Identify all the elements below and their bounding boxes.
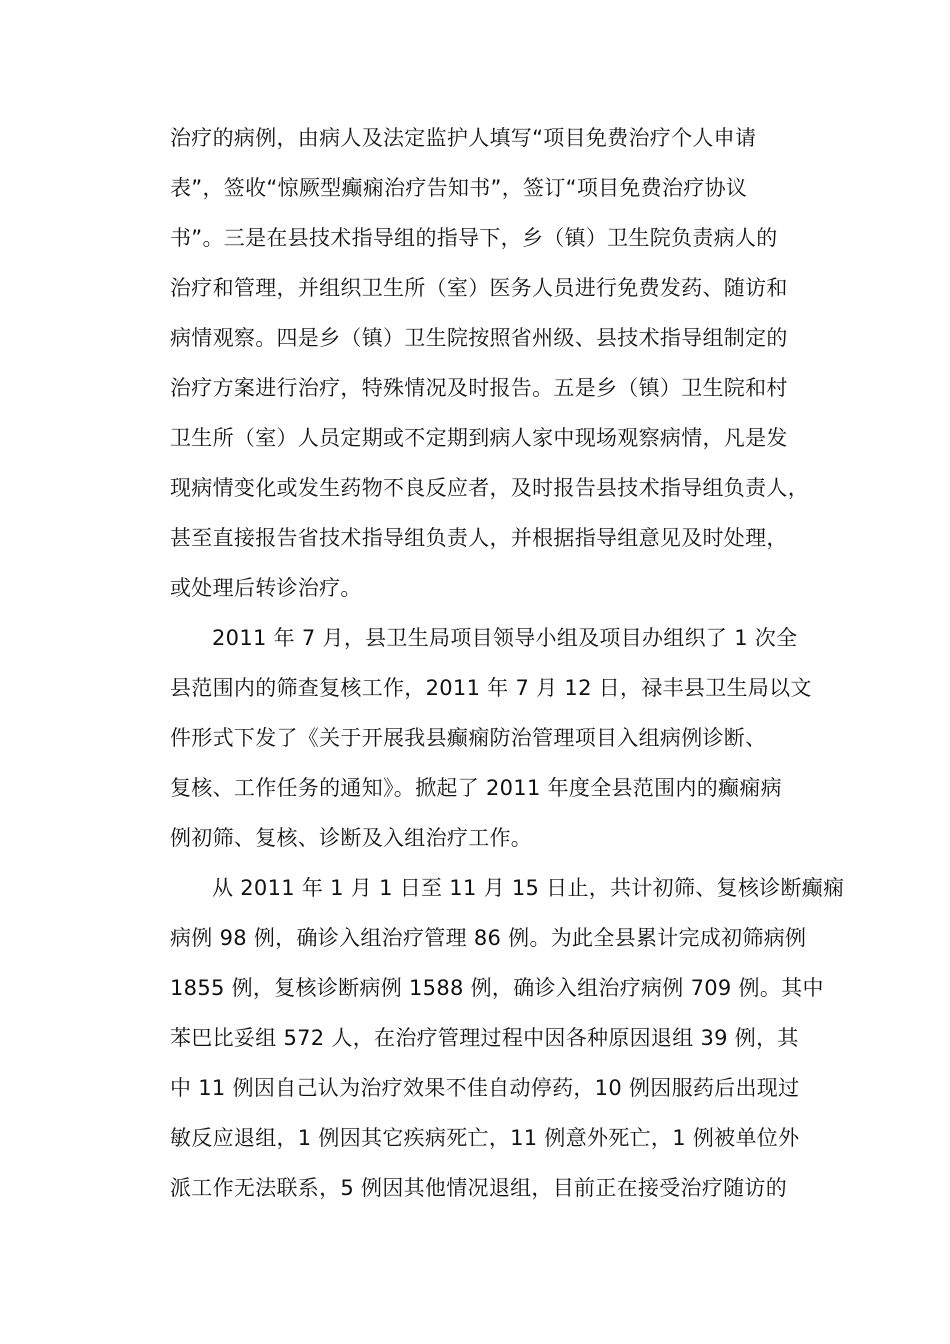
text-line: 现病情变化或发生药物不良反应者，及时报告县技术指导组负责人， [170, 476, 809, 500]
text-line: 卫生所（室）人员定期或不定期到病人家中现场观察病情，凡是发 [170, 426, 788, 450]
text-line: 敏反应退组，1 例因其它疾病死亡，11 例意外死亡，1 例被单位外 [170, 1126, 800, 1150]
paragraph-first-line: 从 2011 年 1 月 1 日至 11 月 15 日止，共计初筛、复核诊断癫痫 [212, 876, 845, 900]
text-line: 1855 例，复核诊断病例 1588 例，确诊入组治疗病例 709 例。其中 [170, 976, 824, 1000]
text-line: 或处理后转诊治疗。 [170, 576, 362, 600]
text-line: 治疗方案进行治疗，特殊情况及时报告。五是乡（镇）卫生院和村 [170, 376, 788, 400]
text-line: 例初筛、复核、诊断及入组治疗工作。 [170, 826, 533, 850]
text-line: 甚至直接报告省技术指导组负责人，并根据指导组意见及时处理， [170, 526, 788, 550]
text-line: 复核、工作任务的通知》。掀起了 2011 年度全县范围内的癫痫病 [170, 776, 782, 800]
text-line: 派工作无法联系，5 例因其他情况退组，目前正在接受治疗随访的 [170, 1176, 788, 1200]
text-line: 县范围内的筛查复核工作，2011 年 7 月 12 日，禄丰县卫生局以文 [170, 676, 812, 700]
text-line: 治疗和管理，并组织卫生所（室）医务人员进行免费发药、随访和 [170, 276, 788, 300]
paragraph-first-line: 2011 年 7 月，县卫生局项目领导小组及项目办组织了 1 次全 [212, 626, 798, 650]
text-line: 件形式下发了《关于开展我县癫痫防治管理项目入组病例诊断、 [170, 726, 767, 750]
text-line: 病情观察。四是乡（镇）卫生院按照省州级、县技术指导组制定的 [170, 326, 788, 350]
text-line: 病例 98 例，确诊入组治疗管理 86 例。为此全县累计完成初筛病例 [170, 926, 807, 950]
text-line: 苯巴比妥组 572 人，在治疗管理过程中因各种原因退组 39 例，其 [170, 1026, 799, 1050]
text-line: 中 11 例因自己认为治疗效果不佳自动停药，10 例因服药后出现过 [170, 1076, 800, 1100]
text-line: 表”，签收“惊厥型癫痫治疗告知书”，签订“项目免费治疗协议 [170, 176, 748, 200]
text-line: 书”。三是在县技术指导组的指导下，乡（镇）卫生院负责病人的 [170, 226, 778, 250]
text-line: 治疗的病例，由病人及法定监护人填写“项目免费治疗个人申请 [170, 126, 757, 150]
